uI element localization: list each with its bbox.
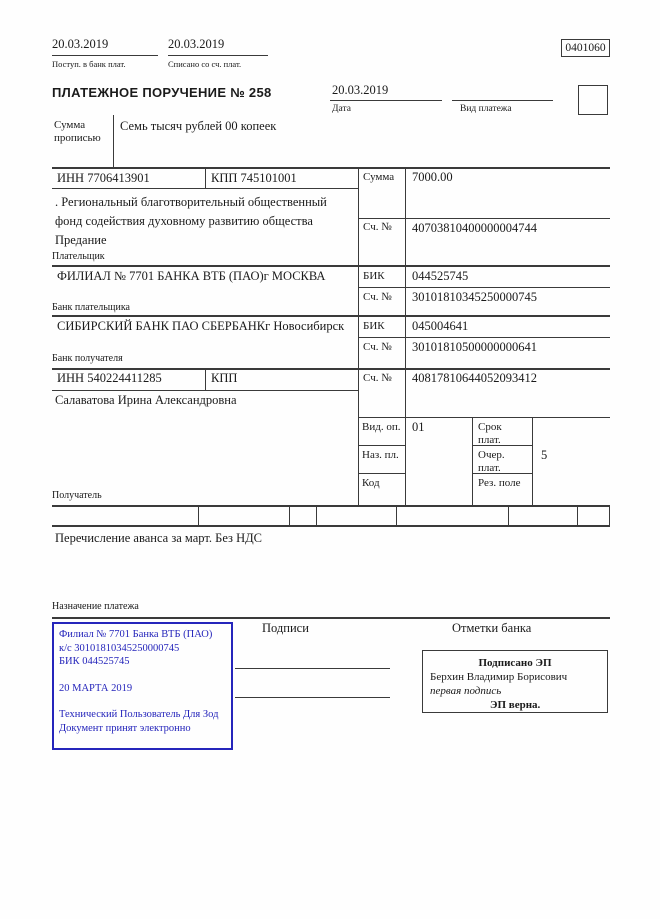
signature-line xyxy=(235,668,390,669)
table-border xyxy=(316,505,317,525)
payee-account-label: Сч. № xyxy=(363,372,392,384)
payer-kpp: КПП 745101001 xyxy=(211,171,297,185)
table-border xyxy=(532,417,533,505)
bank-marks-label: Отметки банка xyxy=(452,621,532,635)
table-border xyxy=(358,473,405,474)
payer-bank-bik: 044525745 xyxy=(412,269,469,283)
op-type-value: 01 xyxy=(412,420,425,434)
esign-box xyxy=(422,650,608,713)
payee-bank-label: Банк получателя xyxy=(52,353,123,364)
date-label: Дата xyxy=(332,104,351,114)
table-border xyxy=(52,315,610,317)
payment-type-checkbox xyxy=(578,85,608,115)
table-border xyxy=(205,167,206,188)
table-border xyxy=(52,505,610,507)
esign-verified: ЭП верна. xyxy=(490,699,541,711)
table-border xyxy=(358,218,610,219)
received-date: 20.03.2019 xyxy=(52,37,109,51)
esign-subtitle: первая подпись xyxy=(430,685,502,697)
form-code-box: 0401060 xyxy=(561,39,610,57)
purpose-code-label: Наз. пл. xyxy=(362,449,399,461)
payer-inn: ИНН 7706413901 xyxy=(57,171,150,185)
amount-words-label: Сумма прописью xyxy=(54,119,101,144)
sum-value: 7000.00 xyxy=(412,170,453,184)
table-border xyxy=(358,445,405,446)
table-border xyxy=(52,617,610,619)
payee-bank-account: 30101810500000000641 xyxy=(412,340,537,354)
sum-label: Сумма xyxy=(363,171,395,183)
payee-account: 40817810644052093412 xyxy=(412,371,537,385)
table-border xyxy=(289,505,290,525)
table-border xyxy=(577,505,578,525)
payee-kpp-label: КПП xyxy=(211,371,238,385)
esign-name: Берхин Владимир Борисович xyxy=(430,671,568,683)
signatures-label: Подписи xyxy=(262,621,309,635)
debited-date-label: Списано со сч. плат. xyxy=(168,59,242,69)
table-border xyxy=(358,167,359,505)
underline xyxy=(452,100,553,101)
table-border xyxy=(205,368,206,390)
payer-bank-bik-label: БИК xyxy=(363,270,385,282)
table-border xyxy=(358,417,610,418)
pay-term-label: Срок плат. xyxy=(478,421,502,446)
table-border xyxy=(358,337,610,338)
received-date-label: Поступ. в банк плат. xyxy=(52,59,126,69)
table-border xyxy=(52,525,610,527)
payee-bank-bik: 045004641 xyxy=(412,319,469,333)
payer-name: . Региональный благотворительный общественный фонд содействия духовному развитию общества Предание xyxy=(55,195,327,247)
bank-stamp xyxy=(52,622,233,750)
document-title: ПЛАТЕЖНОЕ ПОРУЧЕНИЕ № 258 xyxy=(52,85,272,100)
stamp-date: 20 МАРТА 2019 xyxy=(59,682,133,694)
payer-account: 40703810400000004744 xyxy=(412,221,537,235)
debited-date: 20.03.2019 xyxy=(168,37,225,51)
payer-bank-account: 30101810345250000745 xyxy=(412,290,537,304)
stamp-bank-name: Филиал № 7701 Банка ВТБ (ПАО) xyxy=(59,629,213,640)
code-label: Код xyxy=(362,477,380,489)
stamp-corr-account: к/с 30101810345250000745 xyxy=(59,642,180,654)
stamp-user: Технический Пользователь Для Зод xyxy=(59,709,219,720)
payee-bank-bik-label: БИК xyxy=(363,320,385,332)
op-type-label: Вид. оп. xyxy=(362,421,401,433)
table-border xyxy=(52,265,610,267)
underline xyxy=(52,55,158,56)
table-border xyxy=(52,368,610,370)
divider xyxy=(113,115,114,167)
payee-inn: ИНН 540224411285 xyxy=(57,371,162,385)
payer-bank-name: ФИЛИАЛ № 7701 БАНКА ВТБ (ПАО)г МОСКВА xyxy=(57,269,326,283)
stamp-accepted: Документ принят электронно xyxy=(59,722,191,734)
payer-label: Плательщик xyxy=(52,251,105,262)
stamp-bik: БИК 044525745 xyxy=(59,656,130,667)
table-border xyxy=(472,417,473,505)
payment-type-label: Вид платежа xyxy=(460,104,512,114)
underline xyxy=(168,55,268,56)
table-border xyxy=(609,505,610,525)
table-border xyxy=(405,167,406,505)
amount-words: Семь тысяч рублей 00 копеек xyxy=(120,119,277,133)
table-border xyxy=(358,287,610,288)
esign-title: Подписано ЭП xyxy=(478,657,552,669)
priority-value: 5 xyxy=(541,448,548,462)
table-border xyxy=(198,505,199,525)
document-date: 20.03.2019 xyxy=(332,83,389,97)
payee-label: Получатель xyxy=(52,490,102,501)
payer-bank-account-label: Сч. № xyxy=(363,291,392,303)
payer-bank-label: Банк плательщика xyxy=(52,302,130,313)
table-border xyxy=(396,505,397,525)
payer-account-label: Сч. № xyxy=(363,221,392,233)
payment-purpose-text: Перечисление аванса за март. Без НДС xyxy=(55,531,262,545)
table-border xyxy=(508,505,509,525)
table-border xyxy=(52,167,610,169)
table-border xyxy=(52,188,358,189)
underline xyxy=(330,100,442,101)
payment-purpose-label: Назначение платежа xyxy=(52,601,139,612)
payee-name: Салаватова Ирина Александровна xyxy=(55,393,237,407)
payee-bank-account-label: Сч. № xyxy=(363,341,392,353)
signature-line xyxy=(235,697,390,698)
reserve-field-label: Рез. поле xyxy=(478,477,521,489)
table-border xyxy=(52,390,358,391)
priority-label: Очер. плат. xyxy=(478,449,505,474)
payee-bank-name: СИБИРСКИЙ БАНК ПАО СБЕРБАНКг Новосибирск xyxy=(57,319,345,333)
